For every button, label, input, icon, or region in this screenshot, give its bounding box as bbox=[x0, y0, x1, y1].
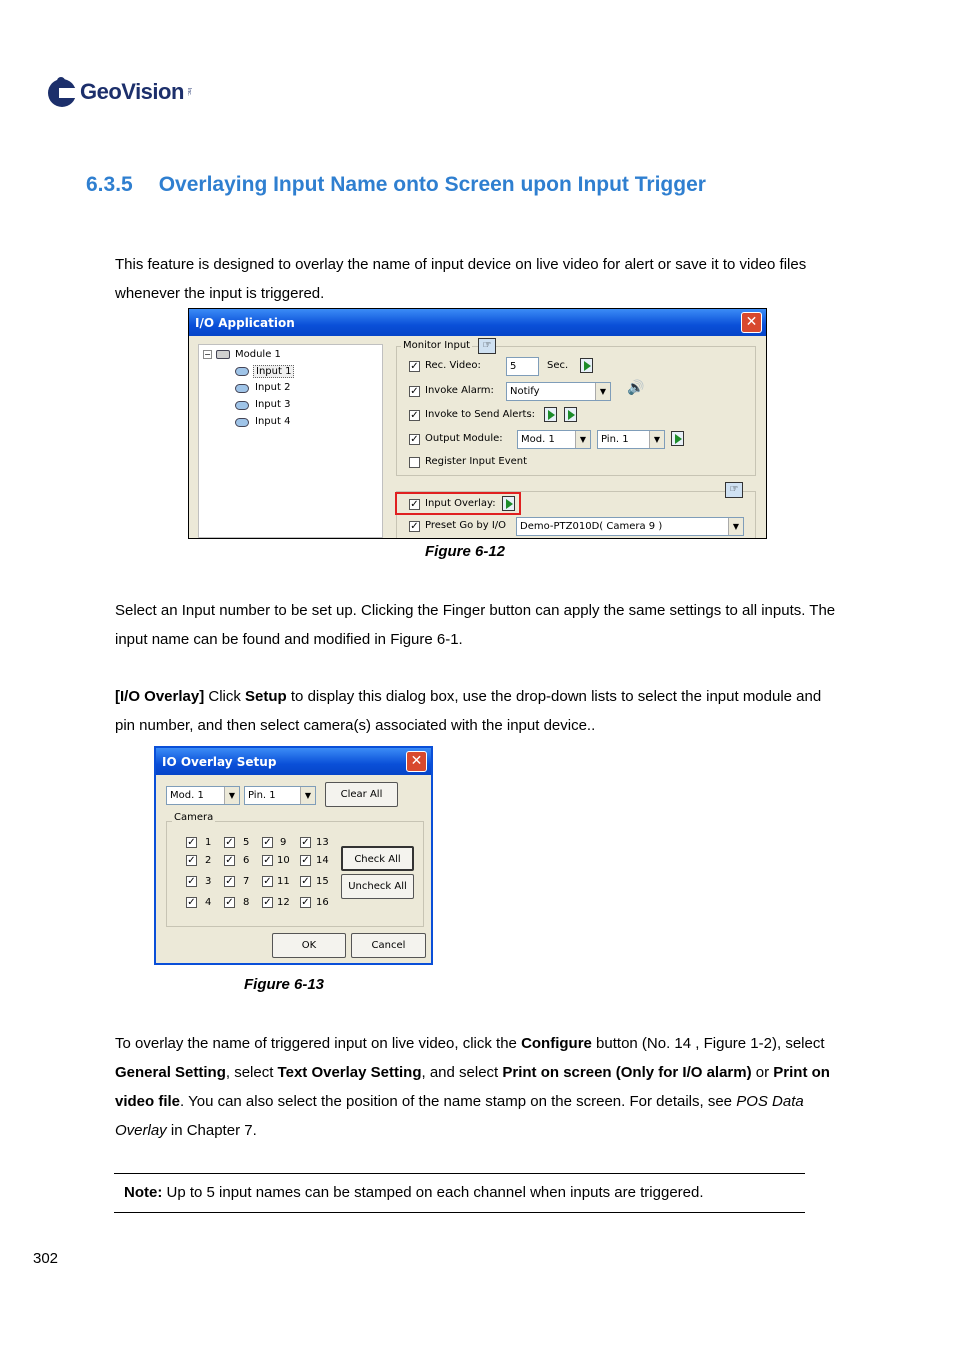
camera-checkbox-9[interactable]: ✓ bbox=[263, 837, 272, 848]
text-span: in Chapter 7. bbox=[166, 1122, 257, 1139]
chevron-down-icon: ▼ bbox=[728, 518, 743, 535]
camera-label-1: 1 bbox=[205, 837, 212, 848]
output-module-value: Mod. 1 bbox=[521, 434, 555, 445]
text-span: , and select bbox=[421, 1064, 503, 1081]
play-icon[interactable] bbox=[564, 407, 577, 422]
general-setting-term: General Setting bbox=[115, 1064, 226, 1081]
note-text: Up to 5 input names can be stamped on each channel when inputs are triggered. bbox=[162, 1184, 704, 1201]
rec-video-checkbox[interactable]: ✓ bbox=[410, 361, 419, 372]
text-span: to display this dialog box, use the drop-down lists to select the input module and pin number, and then select camera(s) associated with the input device.. bbox=[115, 688, 822, 734]
note-box bbox=[114, 1173, 805, 1213]
rec-video-label: Rec. Video: bbox=[425, 360, 481, 371]
camera-checkbox-2[interactable]: ✓ bbox=[187, 855, 196, 866]
figure-caption-6-13: Figure 6-13 bbox=[244, 976, 325, 993]
camera-checkbox-3[interactable]: ✓ bbox=[187, 876, 196, 887]
output-module-select[interactable] bbox=[517, 430, 591, 449]
camera-checkbox-12[interactable]: ✓ bbox=[263, 897, 272, 908]
finger-icon[interactable]: ☞ bbox=[725, 482, 743, 498]
chevron-down-icon: ▼ bbox=[224, 787, 239, 804]
tree-item-input-1[interactable]: Input 1 bbox=[253, 365, 294, 378]
chevron-down-icon: ▼ bbox=[300, 787, 315, 804]
camera-checkbox-4[interactable]: ✓ bbox=[187, 897, 196, 908]
tree-item-input-2[interactable]: Input 2 bbox=[255, 382, 291, 393]
camera-checkbox-15[interactable]: ✓ bbox=[301, 876, 310, 887]
tree-item-input-4[interactable]: Input 4 bbox=[255, 416, 291, 427]
tree-collapse-icon[interactable]: − bbox=[204, 350, 211, 359]
cancel-button[interactable]: Cancel bbox=[351, 933, 426, 958]
register-event-checkbox[interactable] bbox=[409, 457, 420, 468]
io-application-title: I/O Application bbox=[195, 315, 295, 330]
invoke-alarm-select[interactable] bbox=[506, 382, 611, 401]
input-icon bbox=[235, 367, 249, 376]
preset-value: Demo-PTZ010D( Camera 9 ) bbox=[520, 521, 663, 532]
section-number: 6.3.5 bbox=[86, 173, 133, 196]
output-pin-select[interactable] bbox=[597, 430, 665, 449]
logo-suffix: Inc. bbox=[185, 87, 192, 97]
camera-label-13: 13 bbox=[316, 837, 329, 848]
camera-label-6: 6 bbox=[243, 855, 250, 866]
camera-checkbox-5[interactable]: ✓ bbox=[225, 837, 234, 848]
camera-label-3: 3 bbox=[205, 876, 212, 887]
camera-label-2: 2 bbox=[205, 855, 212, 866]
figure-caption-6-12: Figure 6-12 bbox=[425, 543, 506, 560]
geovision-logo-icon bbox=[48, 77, 78, 107]
note-label: Note: bbox=[124, 1184, 163, 1201]
io-overlay-titlebar bbox=[156, 748, 431, 775]
play-icon[interactable] bbox=[580, 358, 593, 373]
module-value: Mod. 1 bbox=[170, 790, 204, 801]
intro-paragraph: This feature is designed to overlay the name of input device on live video for alert or save it to video files whenever the input is triggered. bbox=[115, 256, 807, 302]
camera-checkbox-10[interactable]: ✓ bbox=[263, 855, 272, 866]
io-device-tree[interactable] bbox=[198, 344, 383, 538]
chevron-down-icon: ▼ bbox=[649, 431, 664, 448]
monitor-input-label: Monitor Input bbox=[403, 340, 471, 351]
input-overlay-checkbox[interactable]: ✓ bbox=[410, 499, 419, 510]
input-icon bbox=[235, 418, 249, 427]
invoke-alarm-label: Invoke Alarm: bbox=[425, 385, 494, 396]
rec-video-input[interactable]: 5 bbox=[506, 357, 539, 376]
tree-item-input-3[interactable]: Input 3 bbox=[255, 399, 291, 410]
pin-select[interactable] bbox=[244, 786, 316, 805]
camera-checkbox-7[interactable]: ✓ bbox=[225, 876, 234, 887]
input-icon bbox=[235, 384, 249, 393]
module-icon bbox=[216, 350, 230, 359]
uncheck-all-button[interactable]: Uncheck All bbox=[341, 874, 414, 899]
camera-checkbox-11[interactable]: ✓ bbox=[263, 876, 272, 887]
geovision-logo bbox=[48, 76, 192, 108]
camera-label-14: 14 bbox=[316, 855, 329, 866]
invoke-alarm-value: Notify bbox=[510, 386, 540, 397]
text-span: To overlay the name of triggered input on live video, click the bbox=[115, 1035, 522, 1052]
camera-checkbox-13[interactable]: ✓ bbox=[301, 837, 310, 848]
play-icon[interactable] bbox=[671, 431, 684, 446]
page-number: 302 bbox=[33, 1250, 59, 1267]
io-application-window bbox=[188, 308, 767, 539]
finger-icon[interactable]: ☞ bbox=[478, 338, 496, 354]
text-span: , select bbox=[225, 1064, 278, 1081]
pin-value: Pin. 1 bbox=[248, 790, 276, 801]
section-heading: Overlaying Input Name onto Screen upon Input Trigger bbox=[158, 173, 706, 196]
camera-group-label: Camera bbox=[174, 812, 214, 823]
setup-term: Setup bbox=[245, 688, 287, 705]
module-select[interactable] bbox=[166, 786, 240, 805]
camera-checkbox-6[interactable]: ✓ bbox=[225, 855, 234, 866]
speaker-icon[interactable]: 🔊 bbox=[627, 380, 645, 396]
camera-label-8: 8 bbox=[243, 897, 250, 908]
text-overlay-setting-term: Text Overlay Setting bbox=[277, 1064, 422, 1081]
input-icon bbox=[235, 401, 249, 410]
invoke-alarm-checkbox[interactable]: ✓ bbox=[410, 386, 419, 397]
chevron-down-icon: ▼ bbox=[575, 431, 590, 448]
output-module-checkbox[interactable]: ✓ bbox=[410, 434, 419, 445]
paragraph-io-overlay bbox=[115, 682, 845, 740]
input-overlay-label: Input Overlay: bbox=[425, 498, 496, 509]
camera-label-7: 7 bbox=[243, 876, 250, 887]
logo-brand: GeoVision bbox=[80, 79, 184, 104]
play-icon[interactable] bbox=[544, 407, 557, 422]
pos-data-overlay-term: POS Data Overlay bbox=[115, 1093, 804, 1139]
io-application-titlebar bbox=[189, 309, 766, 336]
text-span: Click bbox=[204, 688, 246, 705]
preset-label: Preset Go by I/O bbox=[425, 520, 507, 531]
ok-button[interactable]: OK bbox=[272, 933, 346, 958]
paragraph-finger: Select an Input number to be set up. Clicking the Finger button can apply the same settings to all inputs. The input name can be found and modified in Figure 6-1. bbox=[115, 602, 836, 648]
section-title bbox=[86, 173, 706, 197]
close-button[interactable]: ✕ bbox=[406, 751, 427, 772]
invoke-alerts-label: Invoke to Send Alerts: bbox=[425, 409, 536, 420]
close-button[interactable]: ✕ bbox=[741, 312, 762, 333]
output-module-label: Output Module: bbox=[425, 433, 503, 444]
text-span: button (No. 14 , Figure 1-2), select bbox=[591, 1035, 825, 1052]
camera-label-16: 16 bbox=[316, 897, 329, 908]
camera-checkbox-16[interactable]: ✓ bbox=[301, 897, 310, 908]
camera-checkbox-8[interactable]: ✓ bbox=[225, 897, 234, 908]
camera-label-4: 4 bbox=[205, 897, 212, 908]
register-event-label: Register Input Event bbox=[425, 456, 528, 467]
clear-all-button[interactable]: Clear All bbox=[325, 782, 398, 807]
print-on-video-file-term: Print on video file bbox=[115, 1064, 830, 1110]
paragraph-configure bbox=[115, 1029, 845, 1145]
chevron-down-icon: ▼ bbox=[595, 383, 610, 400]
camera-checkbox-1[interactable]: ✓ bbox=[187, 837, 196, 848]
camera-label-11: 11 bbox=[277, 876, 290, 887]
camera-label-9: 9 bbox=[280, 837, 287, 848]
output-pin-value: Pin. 1 bbox=[601, 434, 629, 445]
configure-term: Configure bbox=[521, 1035, 592, 1052]
camera-label-5: 5 bbox=[243, 837, 250, 848]
camera-label-12: 12 bbox=[277, 897, 290, 908]
io-overlay-title: IO Overlay Setup bbox=[162, 754, 277, 769]
print-on-screen-term: Print on screen (Only for I/O alarm) bbox=[502, 1064, 752, 1081]
preset-select[interactable] bbox=[516, 517, 744, 536]
io-overlay-setup-window bbox=[154, 746, 433, 965]
play-icon[interactable] bbox=[502, 496, 515, 511]
invoke-alerts-checkbox[interactable]: ✓ bbox=[410, 410, 419, 421]
tree-item-module[interactable]: Module 1 bbox=[235, 349, 281, 360]
check-all-button[interactable]: Check All bbox=[341, 846, 414, 871]
text-span: or bbox=[751, 1064, 774, 1081]
preset-checkbox[interactable]: ✓ bbox=[410, 521, 419, 532]
camera-label-10: 10 bbox=[277, 855, 290, 866]
rec-video-unit: Sec. bbox=[547, 360, 569, 371]
camera-label-15: 15 bbox=[316, 876, 329, 887]
io-overlay-term: [I/O Overlay] bbox=[115, 688, 205, 705]
text-span: . You can also select the position of the name stamp on the screen. For details, see bbox=[180, 1093, 737, 1110]
camera-checkbox-14[interactable]: ✓ bbox=[301, 855, 310, 866]
